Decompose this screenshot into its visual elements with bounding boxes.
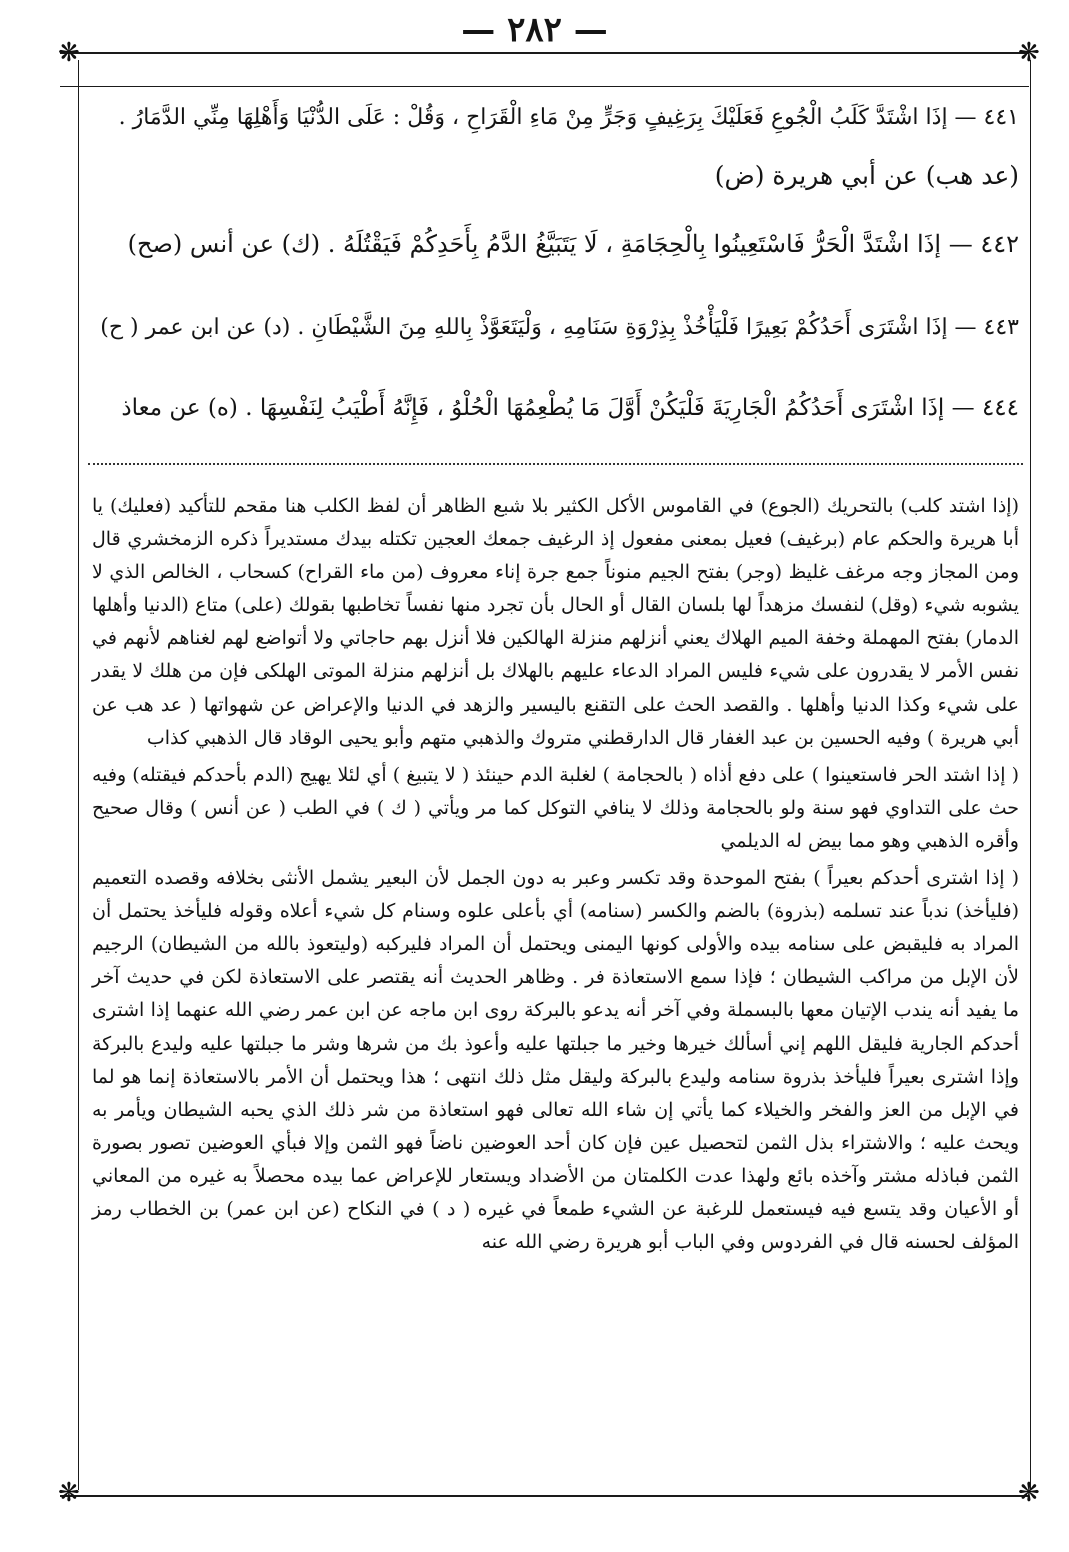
hadith-443: ٤٤٣ — إذَا اشْتَرَى أَحَدُكُمْ بَعِيرًا فَلْيَأْخُذْ بِذِرْوَةِ سَنَامِهِ ، وَلْيَتَعَوَّذْ بِاللهِ مِنَ الشَّيْطَانِ . (د) عن ابن عمر ( ح) (100, 315, 1019, 340)
hadith-441: ٤٤١ — إذَا اشْتَدَّ كَلَبُ الْجُوعِ فَعَلَيْكَ بِرَغِيفٍ وَجَرٍّ مِنْ مَاءِ الْقَرَاحِ ، وَقُلْ : عَلَى الدُّنْيَا وَأَهْلِهَا مِنِّي الدَّمَارُ . (118, 105, 1019, 130)
corner-ornament-icon: ❋ (58, 1478, 80, 1508)
corner-ornament-icon: ❋ (58, 38, 80, 68)
bottom-border (60, 1495, 1029, 1497)
right-border (1030, 60, 1031, 1490)
top-border (60, 52, 1029, 54)
left-border (78, 60, 79, 1490)
commentary-paragraph: ( إذا اشتد الحر فاستعينوا ) على دفع أذاه ( بالحجامة ) لغلبة الدم حينئذ ( لا يتبيغ ) أي لئلا يهيج (الدم بأحدكم فيقتله) وفيه حث على التداوي فهو سنة ولو بالحجامة وذلك لا ينافي التوكل كما مر ويأتي ( ك ) في الطب ( عن أنس ) وقال صحيح وأقره الذهبي وهو مما بيض له الديلمي (92, 763, 1019, 852)
hadith-441-source: (عد هب) عن أبي هريرة (ض) (714, 161, 1019, 190)
top-border-inner (60, 86, 1029, 87)
corner-ornament-icon: ❋ (1018, 38, 1040, 68)
section-divider (88, 463, 1023, 465)
hadith-444: ٤٤٤ — إذَا اشْتَرَى أَحَدُكُمُ الْجَارِيَةَ فَلْيَكُنْ أَوَّلَ مَا يُطْعِمُهَا الْحُلْوُ ، فَإِنَّهُ أَطْيَبُ لِنَفْسِهَا . (ه) عن معاذ (121, 395, 1019, 421)
page-number: — ٢٨٢ — (461, 10, 608, 50)
commentary (92, 490, 1019, 1263)
commentary-paragraph: ( إذا اشترى أحدكم بعيراً ) بفتح الموحدة وقد تكسر وعبر به دون الجمل لأن البعير يشمل الأنثى بخلافه وقصده التعميم (فليأخذ) ندباً عند تسلمه (بذروة) بالضم والكسر (سنامه) أي بأعلى علوه وسنام كل شيء أعلاه وقوله فليأخذ يحتمل أن المراد به فليقبض على سنامه بيده والأولى كونها اليمنى ويحتمل أن المراد فليركبه (وليتعوذ بالله من الشيطان) الرجيم لأن الإبل من مراكب الشيطان ؛ فإذا سمع الاستعاذة فر . وظاهر الحديث أنه يقتصر على الاستعاذة لكن في حديث آخر ما يفيد أنه يندب الإتيان معها بالبسملة وفي آخر أنه يدعو بالبركة روى ابن ماجه عن ابن عمر رضي الله عنهما إذا اشترى أحدكم الجارية فليقل اللهم إني أسألك خيرها وخير ما جبلتها عليه وأعوذ بك من شرها وشر ما جبلتها عليه وليدع بالبركة وإذا اشترى بعيراً فليأخذ بذروة سنامه وليدع بالبركة وليقل مثل ذلك انتهى ؛ هذا ويحتمل أن الأمر بالاستعاذة إنما هو لما في الإبل من العز والفخر والخيلاء كما يأتي إن شاء الله تعالى فهو استعاذة من شر ذلك الذي يحبه الشيطان ويأمر به ويحث عليه ؛ والاشتراء بذل الثمن لتحصيل عين فإن كان أحد العوضين ناضاً فهو الثمن وإلا فبأي العوضين تصور بصورة الثمن فباذله مشتر وآخذه بائع ولهذا عدت الكلمتان من الأضداد ويستعار للإعراض عما بيده محصلاً به غيره من المعاني أو الأعيان وقد يتسع فيه فيستعمل للرغبة عن الشيء طمعاً في غيره ( د ) في النكاح (عن ابن عمر) بن الخطاب رمز المؤلف لحسنه قال في الفردوس وفي الباب أبو هريرة رضي الله عنه (92, 867, 1019, 1254)
corner-ornament-icon: ❋ (1018, 1478, 1040, 1508)
hadith-442: ٤٤٢ — إذَا اشْتَدَّ الْحَرُّ فَاسْتَعِينُوا بِالْحِجَامَةِ ، لَا يَتَبَيَّغُ الدَّمُ بِأَحَدِكُمْ فَيَقْتُلَهُ . (ك) عن أنس (صح) (127, 230, 1019, 258)
commentary-paragraph: (إذا اشتد كلب) بالتحريك (الجوع) في القاموس الأكل الكثير بلا شبع الظاهر أن لفظ الكلب هنا مقحم للتأكيد (فعليك) يا أبا هريرة والحكم عام (برغيف) فعيل بمعنى مفعول إذ الرغيف جمعك العجين تكتله بيدك مستديراً ذكره الزمخشري قال ومن المجاز وجه مرغف غليظ (وجر) بفتح الجيم منوناً جمع جرة إناء معروف (من ماء القراح) كسحاب ، الخالص الذي لا يشوبه شيء (وقل) لنفسك مزهداً لها بلسان القال أو الحال بأن تجرد منها نفساً تخاطبها بقولك (على) متاع (الدنيا وأهلها الدمار) بفتح المهملة وخفة الميم الهلاك يعني أنزلهم منزلة الهالكين فلا أنزل بهم حاجاتي ولا أتواضع لهم لغناهم لأنهم في نفس الأمر لا يقدرون على شيء فليس المراد الدعاء عليهم بالهلاك بل أنزلهم منزلة الموتى الهلكى فإن من هلك لا يقدر على شيء وكذا الدنيا وأهلها . والقصد الحث على التقنع باليسير والزهد في الدنيا والإعراض عن شهواتها ( عد هب عن أبي هريرة ) وفيه الحسين بن عبد الغفار قال الدارقطني متروك والذهبي متهم وأبو يحيى الوقاد قال الذهبي كذاب (92, 495, 1019, 749)
